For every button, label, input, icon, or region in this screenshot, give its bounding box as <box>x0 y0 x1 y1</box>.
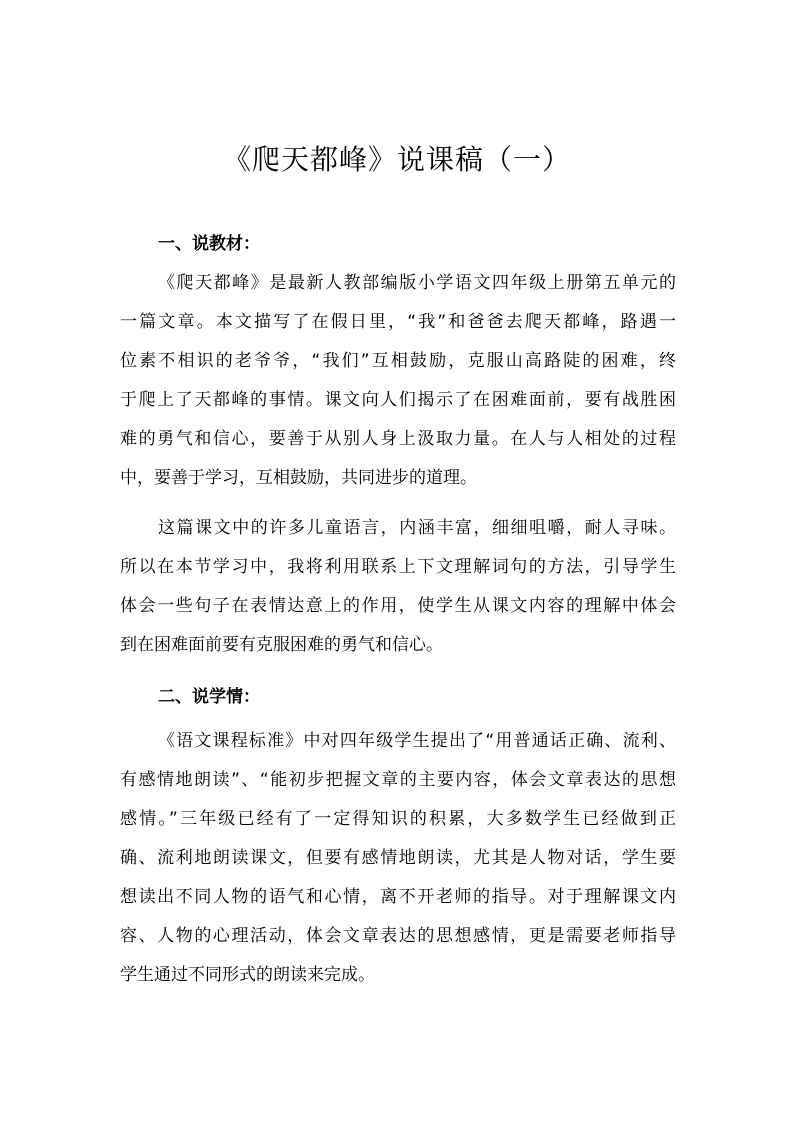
paragraph-line: 这篇课文中的许多儿童语言，内涵丰富，细细咀嚼，耐人寻味。 <box>158 518 676 538</box>
section-heading-students: 二、说学情： <box>158 687 260 707</box>
paragraph-line: 中，要善于学习，互相鼓励，共同进步的道理。 <box>120 468 477 488</box>
document-title: 《爬天都峰》说课稿（一） <box>222 143 571 176</box>
paragraph-line: 难的勇气和信心，要善于从别人身上汲取力量。在人与人相处的过程 <box>120 429 676 449</box>
paragraph-line: 感情。”三年级已经有了一定得知识的积累，大多数学生已经做到正 <box>120 809 676 829</box>
paragraph-line: 体会一些句子在表情达意上的作用，使学生从课文内容的理解中体会 <box>120 596 676 616</box>
paragraph-line: 容、人物的心理活动，体会文章表达的思想感情，更是需要老师指导 <box>120 926 676 946</box>
paragraph-line: 于爬上了天都峰的事情。课文向人们揭示了在困难面前，要有战胜困 <box>120 390 676 410</box>
paragraph-line: 到在困难面前要有克服困难的勇气和信心。 <box>120 635 443 655</box>
paragraph-line: 想读出不同人物的语气和心情，离不开老师的指导。对于理解课文内 <box>120 887 676 907</box>
paragraph-line: 有感情地朗读”、“能初步把握文章的主要内容，体会文章表达的思想 <box>120 770 676 790</box>
paragraph-line: 学生通过不同形式的朗读来完成。 <box>120 965 375 985</box>
paragraph-line: 所以在本节学习中，我将利用联系上下文理解词句的方法，引导学生 <box>120 557 676 577</box>
section-heading-textbook: 一、说教材： <box>158 234 260 254</box>
paragraph-line: 确、流利地朗读课文，但要有感情地朗读，尤其是人物对话，学生要 <box>120 848 676 868</box>
paragraph-line: 《语文课程标准》中对四年级学生提出了“用普通话正确、流利、 <box>158 731 676 751</box>
paragraph-line: 位素不相识的老爷爷，“我们”互相鼓励，克服山高路陡的困难，终 <box>120 351 676 371</box>
paragraph-line: 一篇文章。本文描写了在假日里，“我”和爸爸去爬天都峰，路遇一 <box>120 312 676 332</box>
paragraph-line: 《爬天都峰》是最新人教部编版小学语文四年级上册第五单元的 <box>158 273 676 293</box>
